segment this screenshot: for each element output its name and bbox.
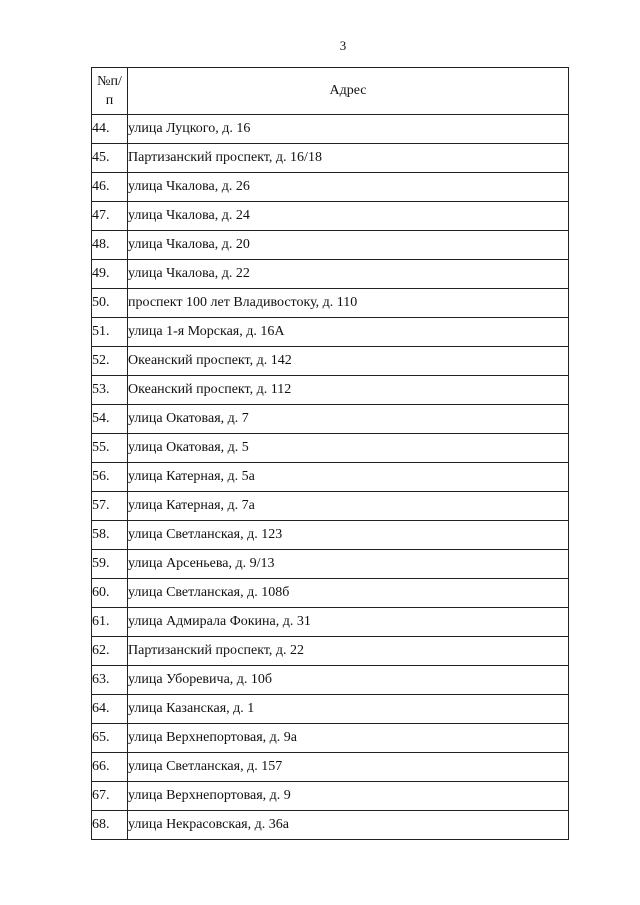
table-row xyxy=(92,608,569,637)
row-address: улица Катерная, д. 5а xyxy=(128,463,569,492)
table-row xyxy=(92,579,569,608)
row-address: улица Верхнепортовая, д. 9 xyxy=(128,782,569,811)
table-row xyxy=(92,405,569,434)
row-address: улица Чкалова, д. 20 xyxy=(128,231,569,260)
row-number: 68. xyxy=(92,811,128,840)
table-row xyxy=(92,463,569,492)
row-number: 51. xyxy=(92,318,128,347)
table-row xyxy=(92,318,569,347)
row-number: 57. xyxy=(92,492,128,521)
row-address: улица Луцкого, д. 16 xyxy=(128,115,569,144)
row-address: улица Чкалова, д. 24 xyxy=(128,202,569,231)
row-address: улица Верхнепортовая, д. 9а xyxy=(128,724,569,753)
row-number: 52. xyxy=(92,347,128,376)
column-header-number-line1: №п/ xyxy=(97,74,122,89)
row-number: 61. xyxy=(92,608,128,637)
table-row xyxy=(92,724,569,753)
row-number: 60. xyxy=(92,579,128,608)
table-row xyxy=(92,695,569,724)
table-row xyxy=(92,550,569,579)
table-header-row xyxy=(92,68,569,115)
column-header-address: Адрес xyxy=(128,68,569,115)
row-address: улица Окатовая, д. 7 xyxy=(128,405,569,434)
row-address: улица 1-я Морская, д. 16А xyxy=(128,318,569,347)
row-address: улица Чкалова, д. 22 xyxy=(128,260,569,289)
row-number: 59. xyxy=(92,550,128,579)
table-row xyxy=(92,376,569,405)
row-number: 46. xyxy=(92,173,128,202)
row-number: 49. xyxy=(92,260,128,289)
row-number: 54. xyxy=(92,405,128,434)
row-number: 48. xyxy=(92,231,128,260)
row-address: улица Светланская, д. 123 xyxy=(128,521,569,550)
row-address: улица Адмирала Фокина, д. 31 xyxy=(128,608,569,637)
table-row xyxy=(92,173,569,202)
row-number: 56. xyxy=(92,463,128,492)
row-address: улица Чкалова, д. 26 xyxy=(128,173,569,202)
row-number: 65. xyxy=(92,724,128,753)
table-row xyxy=(92,521,569,550)
row-number: 53. xyxy=(92,376,128,405)
row-address: Партизанский проспект, д. 16/18 xyxy=(128,144,569,173)
row-address: Партизанский проспект, д. 22 xyxy=(128,637,569,666)
row-number: 44. xyxy=(92,115,128,144)
table-row xyxy=(92,782,569,811)
table-row xyxy=(92,289,569,318)
table-row xyxy=(92,637,569,666)
table-row xyxy=(92,115,569,144)
address-table xyxy=(91,67,569,840)
row-number: 66. xyxy=(92,753,128,782)
row-address: улица Казанская, д. 1 xyxy=(128,695,569,724)
table-row xyxy=(92,811,569,840)
row-number: 58. xyxy=(92,521,128,550)
row-number: 47. xyxy=(92,202,128,231)
row-address: улица Некрасовская, д. 36а xyxy=(128,811,569,840)
row-address: проспект 100 лет Владивостоку, д. 110 xyxy=(128,289,569,318)
row-number: 62. xyxy=(92,637,128,666)
row-address: улица Арсеньева, д. 9/13 xyxy=(128,550,569,579)
row-number: 55. xyxy=(92,434,128,463)
row-address: Океанский проспект, д. 112 xyxy=(128,376,569,405)
table-row xyxy=(92,144,569,173)
table-body xyxy=(92,115,569,840)
table-row xyxy=(92,260,569,289)
page-number: 3 xyxy=(339,38,347,53)
table-row xyxy=(92,434,569,463)
row-address: улица Окатовая, д. 5 xyxy=(128,434,569,463)
row-address: улица Светланская, д. 108б xyxy=(128,579,569,608)
table-row xyxy=(92,666,569,695)
row-address: улица Катерная, д. 7а xyxy=(128,492,569,521)
row-number: 63. xyxy=(92,666,128,695)
row-address: Океанский проспект, д. 142 xyxy=(128,347,569,376)
table-row xyxy=(92,347,569,376)
row-number: 64. xyxy=(92,695,128,724)
table-row xyxy=(92,231,569,260)
column-header-number xyxy=(92,68,128,115)
row-number: 45. xyxy=(92,144,128,173)
row-number: 50. xyxy=(92,289,128,318)
table-row xyxy=(92,492,569,521)
row-address: улица Светланская, д. 157 xyxy=(128,753,569,782)
column-header-number-line2: п xyxy=(105,93,114,108)
row-address: улица Уборевича, д. 10б xyxy=(128,666,569,695)
row-number: 67. xyxy=(92,782,128,811)
table-row xyxy=(92,202,569,231)
table-row xyxy=(92,753,569,782)
